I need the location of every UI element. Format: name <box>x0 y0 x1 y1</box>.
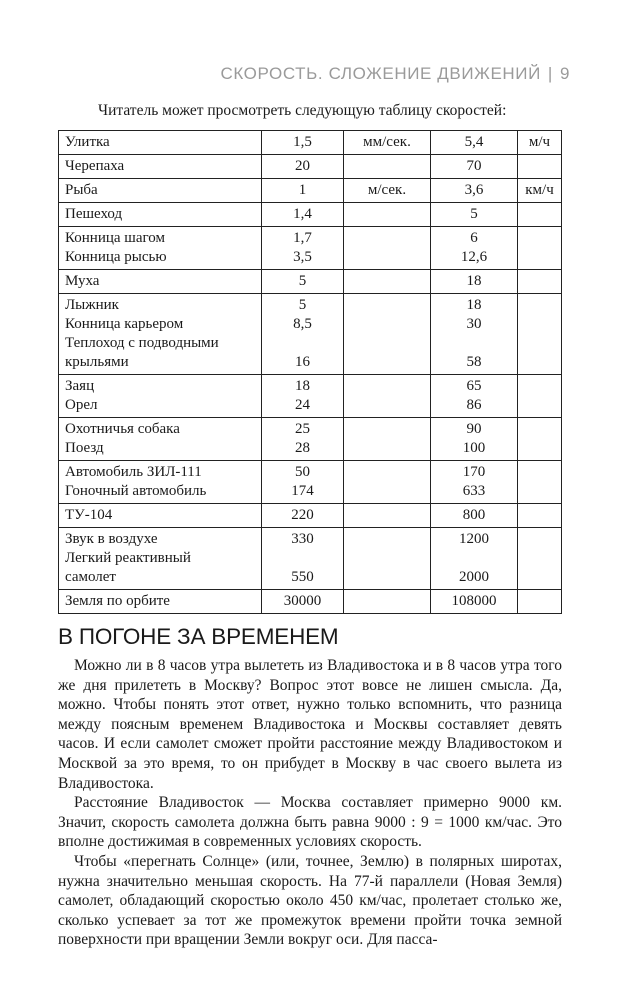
speed-kmh-value <box>431 418 518 461</box>
speed-kmh-value <box>431 590 518 614</box>
speed-kmh-value <box>431 294 518 375</box>
speed-ms-value <box>262 590 344 614</box>
speed-ms-unit <box>344 227 431 270</box>
speed-kmh-unit <box>518 504 562 528</box>
speed-kmh-value-line: 2000 <box>459 569 489 585</box>
speed-subject-line: Лыжник <box>65 297 119 313</box>
speed-ms-value-line: 5 <box>298 273 307 289</box>
speed-table-body <box>59 131 562 614</box>
page-number: 9 <box>559 64 570 83</box>
speed-ms-unit: мм/сек. <box>344 131 431 155</box>
section-title: В ПОГОНЕ ЗА ВРЕМЕНЕМ <box>58 624 339 649</box>
speed-subject-line: Заяц <box>65 378 95 394</box>
speed-ms-value-line: 24 <box>295 397 310 413</box>
running-header <box>220 64 570 84</box>
speed-subject <box>59 528 262 590</box>
speed-kmh-unit <box>518 590 562 614</box>
speed-ms-value <box>262 270 344 294</box>
paragraph: Чтобы «перегнать Солнце» (или, точнее, Землю) в полярных широтах, нужна значительно меньшая скорость. На 77-й параллели (Новая Земля) самолет, обладающий скоростью около 450 км/час, пролетает столько же, сколько успевает за тот же промежуток времени пройти точка земной поверхности при вращении Земли вокруг оси. Для пасса- <box>58 852 562 949</box>
speed-ms-value <box>262 131 344 155</box>
table-row <box>59 418 562 461</box>
speed-ms-value <box>262 203 344 227</box>
speed-kmh-unit: км/ч <box>518 179 562 203</box>
speed-kmh-value-line: 800 <box>462 507 486 523</box>
speed-ms-value-line: 50 <box>295 464 310 480</box>
speed-ms-value-line: 5 <box>298 297 307 313</box>
speed-kmh-unit <box>518 294 562 375</box>
speed-kmh-unit <box>518 528 562 590</box>
speed-ms-value-line: 330 <box>291 531 314 547</box>
speed-kmh-unit <box>518 418 562 461</box>
speed-subject <box>59 203 262 227</box>
speed-subject <box>59 418 262 461</box>
speed-ms-value <box>262 179 344 203</box>
speed-ms-value-line: 1 <box>298 182 307 198</box>
section-body <box>58 656 562 950</box>
speed-ms-unit <box>344 461 431 504</box>
speed-subject <box>59 131 262 155</box>
speed-subject-line: Черепаха <box>65 158 125 174</box>
speed-ms-unit <box>344 418 431 461</box>
speed-kmh-value-line: 58 <box>466 354 482 370</box>
speed-ms-value-line: 174 <box>291 483 314 499</box>
speed-ms-unit <box>344 203 431 227</box>
speed-kmh-value-line: 65 <box>466 378 482 394</box>
speed-subject <box>59 155 262 179</box>
speed-subject <box>59 504 262 528</box>
speed-kmh-value <box>431 504 518 528</box>
speed-ms-value-line: 1,5 <box>293 134 312 150</box>
speed-subject <box>59 227 262 270</box>
table-row <box>59 461 562 504</box>
speed-ms-value-line: 30000 <box>283 593 322 609</box>
speed-ms-value-line: 1,7 <box>293 230 312 246</box>
speed-ms-value-line: 550 <box>291 569 314 585</box>
paragraph: Расстояние Владивосток — Москва составляет примерно 9000 км. Значит, скорость самолета должна быть равна 9000 : 9 = 1000 км/час. Это вполне достижимая в современных условиях скорость. <box>58 794 562 851</box>
speed-ms-unit <box>344 155 431 179</box>
speed-subject-line: Конница карьером <box>65 316 184 332</box>
table-row <box>59 375 562 418</box>
speed-kmh-value <box>431 528 518 590</box>
table-intro: Читатель может просмотреть следующую таблицу скоростей: <box>98 102 507 119</box>
speed-subject <box>59 294 262 375</box>
table-row <box>59 504 562 528</box>
table-row <box>59 131 562 155</box>
table-row <box>59 203 562 227</box>
speed-kmh-unit <box>518 375 562 418</box>
speed-subject-line: Гоночный автомобиль <box>65 483 207 499</box>
speed-kmh-value-line: 5 <box>470 206 478 222</box>
speed-kmh-unit <box>518 155 562 179</box>
running-title: СКОРОСТЬ. СЛОЖЕНИЕ ДВИЖЕНИЙ <box>220 64 541 83</box>
speed-kmh-value-line: 100 <box>462 440 486 456</box>
speed-kmh-unit <box>518 227 562 270</box>
speed-subject <box>59 179 262 203</box>
speed-subject <box>59 461 262 504</box>
speed-kmh-value-line: 18 <box>466 273 482 289</box>
speed-subject-line: Муха <box>65 273 100 289</box>
speed-kmh-value <box>431 227 518 270</box>
table-row <box>59 590 562 614</box>
speed-subject-line: крыльями <box>65 354 129 370</box>
speed-subject-line: Конница шагом <box>65 230 165 246</box>
speed-kmh-unit: м/ч <box>518 131 562 155</box>
speed-subject <box>59 590 262 614</box>
speed-ms-value-line: 3,5 <box>293 249 312 265</box>
speed-ms-unit: м/сек. <box>344 179 431 203</box>
table-row <box>59 270 562 294</box>
speed-kmh-value-line: 5,4 <box>464 134 484 150</box>
speed-ms-value <box>262 294 344 375</box>
speed-ms-value <box>262 155 344 179</box>
speed-ms-value <box>262 375 344 418</box>
speed-subject-line: Поезд <box>65 440 104 456</box>
speed-kmh-value-line: 108000 <box>451 593 497 609</box>
speed-kmh-value-line: 6 <box>470 230 478 246</box>
speed-kmh-value-line: 1200 <box>459 531 489 547</box>
table-row <box>59 294 562 375</box>
speed-ms-unit <box>344 294 431 375</box>
speed-table <box>58 130 562 614</box>
speed-kmh-unit <box>518 461 562 504</box>
speed-kmh-value <box>431 155 518 179</box>
speed-kmh-value <box>431 179 518 203</box>
speed-kmh-value <box>431 461 518 504</box>
speed-kmh-value-line: 170 <box>462 464 486 480</box>
speed-ms-value-line: 18 <box>295 378 310 394</box>
speed-kmh-value <box>431 203 518 227</box>
speed-kmh-value-line: 12,6 <box>460 249 488 265</box>
speed-ms-value <box>262 227 344 270</box>
speed-kmh-unit <box>518 270 562 294</box>
speed-subject <box>59 375 262 418</box>
speed-ms-unit <box>344 590 431 614</box>
speed-kmh-value-line: 86 <box>466 397 482 413</box>
speed-subject-line: Теплоход с подводными <box>65 335 219 351</box>
table-row <box>59 227 562 270</box>
speed-ms-unit <box>344 375 431 418</box>
speed-ms-value-line: 25 <box>295 421 310 437</box>
speed-ms-value <box>262 461 344 504</box>
speed-kmh-value-line: 18 <box>466 297 482 313</box>
speed-subject-line: Пешеход <box>65 206 123 222</box>
speed-ms-value <box>262 528 344 590</box>
speed-subject-line: ТУ-104 <box>65 507 113 523</box>
table-row <box>59 155 562 179</box>
paragraph: Можно ли в 8 часов утра вылететь из Владивостока и в 8 часов утра того же дня прилететь в Москву? Вопрос этот вовсе не лишен смысла. Да, можно. Чтобы понять этот ответ, нужно только вспомнить, что разница между поясным временем Владивостока и Москвы составляет девять часов. И если самолет сможет пройти расстояние между Владивостоком и Москвой за это время, то он прибудет в Москву в час своего вылета из Владивостока. <box>58 657 562 792</box>
speed-subject-line: Орел <box>65 397 98 413</box>
speed-kmh-unit <box>518 203 562 227</box>
speed-subject-line: Охотничья собака <box>65 421 180 437</box>
speed-kmh-value-line: 70 <box>466 158 482 174</box>
speed-ms-value-line: 28 <box>295 440 310 456</box>
speed-ms-value-line: 8,5 <box>293 316 312 332</box>
speed-kmh-value-line: 30 <box>466 316 482 332</box>
speed-subject-line: Легкий реактивный <box>65 550 191 566</box>
speed-subject-line: Звук в воздухе <box>65 531 158 547</box>
table-row <box>59 528 562 590</box>
speed-ms-value <box>262 418 344 461</box>
header-separator: | <box>547 64 553 83</box>
table-row <box>59 179 562 203</box>
speed-subject <box>59 270 262 294</box>
speed-ms-value-line: 16 <box>295 354 310 370</box>
speed-ms-value-line: 1,4 <box>293 206 312 222</box>
speed-kmh-value-line: 3,6 <box>464 182 484 198</box>
speed-ms-value-line: 20 <box>295 158 310 174</box>
speed-subject-line: самолет <box>65 569 116 585</box>
speed-kmh-value-line: 633 <box>462 483 486 499</box>
speed-subject-line: Улитка <box>65 134 110 150</box>
speed-kmh-value <box>431 270 518 294</box>
speed-ms-unit <box>344 528 431 590</box>
speed-ms-value-line: 220 <box>291 507 314 523</box>
speed-kmh-value <box>431 131 518 155</box>
speed-kmh-value-line: 90 <box>466 421 482 437</box>
speed-kmh-value <box>431 375 518 418</box>
speed-ms-unit <box>344 270 431 294</box>
speed-ms-unit <box>344 504 431 528</box>
speed-ms-value <box>262 504 344 528</box>
speed-subject-line: Земля по орбите <box>65 593 170 609</box>
speed-subject-line: Рыба <box>65 182 98 198</box>
speed-subject-line: Автомобиль ЗИЛ-111 <box>65 464 202 480</box>
speed-subject-line: Конница рысью <box>65 249 167 265</box>
